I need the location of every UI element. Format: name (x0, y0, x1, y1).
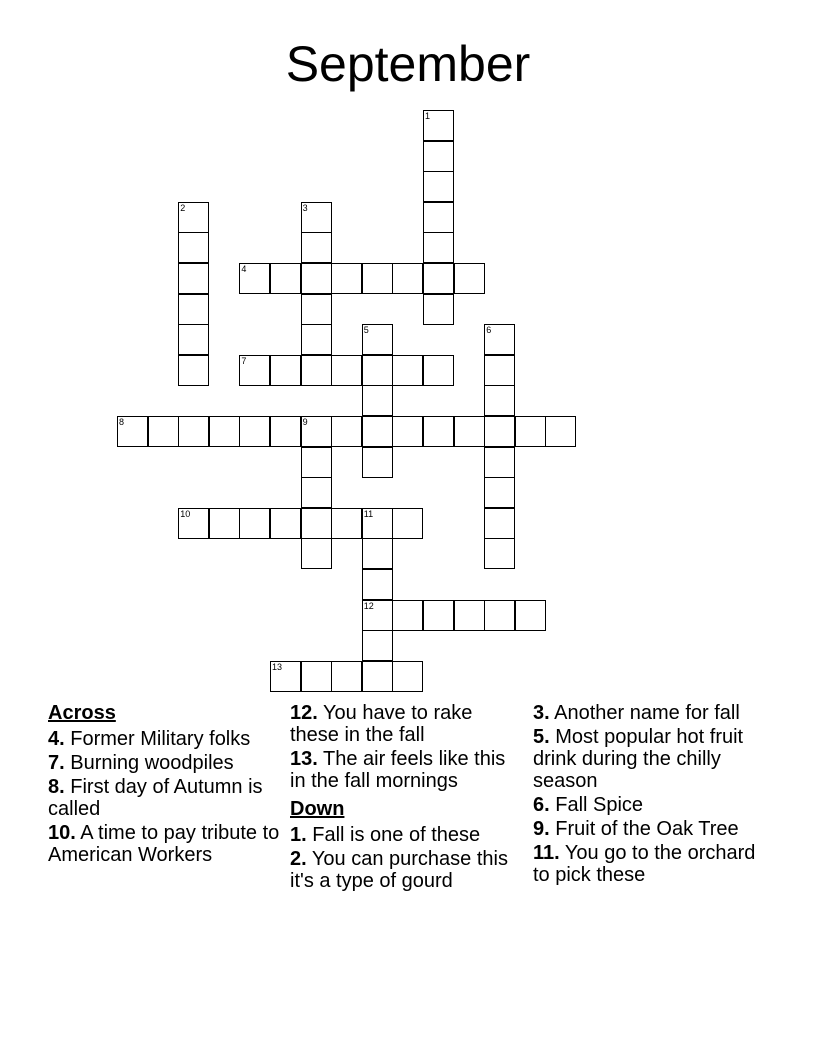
grid-cell[interactable] (484, 416, 515, 447)
grid-cell[interactable] (423, 263, 454, 294)
grid-cell[interactable] (362, 661, 393, 692)
grid-cell[interactable] (239, 263, 270, 294)
clue-item-number: 10. (48, 822, 76, 844)
grid-cell[interactable] (362, 447, 393, 478)
clue-item-text: Fall is one of these (306, 824, 481, 846)
grid-cell[interactable] (301, 538, 332, 569)
grid-cell[interactable] (484, 355, 515, 386)
grid-cell[interactable] (423, 232, 454, 263)
grid-cell[interactable] (515, 600, 546, 631)
grid-cell[interactable] (331, 263, 362, 294)
clue-item-text: The air feels like this in the fall mornings (290, 748, 506, 792)
grid-cell[interactable] (392, 263, 423, 294)
grid-cell[interactable] (301, 477, 332, 508)
grid-cell[interactable] (423, 171, 454, 202)
grid-cell[interactable] (454, 416, 485, 447)
clue-item (533, 818, 769, 840)
grid-cell[interactable] (423, 416, 454, 447)
clue-item-text: Another name for fall (549, 702, 740, 724)
grid-cell[interactable] (209, 416, 240, 447)
grid-cell[interactable] (362, 263, 393, 294)
grid-cell[interactable] (362, 508, 393, 539)
across-heading: Across (48, 702, 116, 724)
grid-cell[interactable] (301, 508, 332, 539)
clue-item-number: 7. (48, 752, 65, 774)
clue-number: 9 (302, 417, 308, 427)
clue-item-text: You can purchase this it's a type of gourd (290, 848, 508, 892)
clue-item (48, 728, 284, 750)
grid-cell[interactable] (423, 600, 454, 631)
clue-item-number: 13. (290, 748, 318, 770)
clue-item (48, 776, 284, 820)
grid-cell[interactable] (178, 324, 209, 355)
clue-item (290, 848, 526, 892)
grid-cell[interactable] (331, 508, 362, 539)
grid-cell[interactable] (331, 661, 362, 692)
clue-item-text: A time to pay tribute to American Workers (48, 822, 280, 866)
grid-cell[interactable] (362, 416, 393, 447)
clue-number: 11 (363, 508, 374, 519)
grid-cell[interactable] (454, 600, 485, 631)
grid-cell[interactable] (484, 385, 515, 416)
clue-number: 10 (180, 508, 191, 519)
across-clue-list-continued (290, 702, 526, 792)
clue-item-number: 8. (48, 776, 65, 798)
clue-item-number: 6. (533, 794, 550, 816)
clue-item-text: Fall Spice (549, 794, 644, 816)
grid-cell[interactable] (454, 263, 485, 294)
grid-cell[interactable] (362, 538, 393, 569)
grid-cell[interactable] (239, 416, 270, 447)
clue-item-text: First day of Autumn is called (48, 776, 263, 820)
grid-cell[interactable] (301, 202, 332, 233)
grid-cell[interactable] (301, 447, 332, 478)
grid-cell[interactable] (392, 508, 423, 539)
clue-item-text: Burning woodpiles (64, 752, 234, 774)
grid-cell[interactable] (178, 294, 209, 325)
grid-cell[interactable] (423, 355, 454, 386)
grid-cell[interactable] (484, 538, 515, 569)
across-clue-list (48, 728, 284, 866)
grid-cell[interactable] (484, 600, 515, 631)
grid-cell[interactable] (270, 661, 301, 692)
clue-item-number: 2. (290, 848, 307, 870)
clue-item-number: 3. (533, 702, 550, 724)
grid-cell[interactable] (178, 202, 209, 233)
clue-item (290, 824, 526, 846)
clue-number: 12 (363, 600, 374, 611)
grid-cell[interactable] (484, 477, 515, 508)
grid-cell[interactable] (392, 355, 423, 386)
grid-cell[interactable] (423, 110, 454, 141)
clue-item-number: 9. (533, 818, 550, 840)
clue-item (48, 752, 284, 774)
grid-cell[interactable] (301, 294, 332, 325)
grid-cell[interactable] (362, 630, 393, 661)
grid-cell[interactable] (178, 232, 209, 263)
grid-cell[interactable] (484, 508, 515, 539)
grid-cell[interactable] (484, 324, 515, 355)
grid-cell[interactable] (362, 324, 393, 355)
grid-cell[interactable] (148, 416, 179, 447)
clue-item-number: 12. (290, 702, 318, 724)
grid-cell[interactable] (392, 416, 423, 447)
clue-item-text: Former Military folks (64, 728, 251, 750)
down-heading: Down (290, 798, 345, 820)
clue-item-number: 1. (290, 824, 307, 846)
clue-number: 4 (241, 264, 247, 274)
grid-cell[interactable] (270, 416, 301, 447)
clue-number: 7 (241, 355, 247, 366)
grid-cell[interactable] (515, 416, 546, 447)
clue-item (533, 842, 769, 886)
clue-column-1 (48, 702, 284, 868)
grid-cell[interactable] (178, 508, 209, 539)
clue-item-text: Most popular hot fruit drink during the chilly season (533, 726, 744, 792)
grid-cell[interactable] (270, 263, 301, 294)
clue-item (533, 726, 769, 792)
clue-item-number: 5. (533, 726, 550, 748)
grid-cell[interactable] (362, 600, 393, 631)
down-clue-list (290, 824, 526, 892)
grid-cell[interactable] (331, 355, 362, 386)
down-clue-list-continued (533, 702, 769, 886)
grid-cell[interactable] (178, 355, 209, 386)
grid-cell[interactable] (423, 294, 454, 325)
grid-cell[interactable] (117, 416, 148, 447)
grid-cell[interactable] (270, 355, 301, 386)
clue-number: 13 (272, 661, 283, 672)
grid-cell[interactable] (301, 355, 332, 386)
grid-cell[interactable] (178, 416, 209, 447)
grid-cell[interactable] (301, 232, 332, 263)
clue-item (533, 794, 769, 816)
clue-column-2 (290, 702, 526, 894)
grid-cell[interactable] (178, 263, 209, 294)
grid-cell[interactable] (362, 355, 393, 386)
grid-cell[interactable] (362, 385, 393, 416)
clue-item-text: You have to rake these in the fall (290, 702, 473, 746)
grid-cell[interactable] (392, 661, 423, 692)
grid-cell[interactable] (239, 508, 270, 539)
grid-cell[interactable] (423, 202, 454, 233)
grid-cell[interactable] (545, 416, 576, 447)
grid-cell[interactable] (239, 355, 270, 386)
grid-cell[interactable] (301, 263, 332, 294)
clue-column-3 (533, 702, 769, 888)
clue-item (48, 822, 284, 866)
grid-cell[interactable] (209, 508, 240, 539)
grid-cell[interactable] (331, 416, 362, 447)
grid-cell[interactable] (484, 447, 515, 478)
grid-cell[interactable] (423, 141, 454, 172)
clue-item-number: 4. (48, 728, 65, 750)
clue-number: 1 (425, 111, 431, 121)
clue-number: 6 (486, 325, 492, 336)
clue-item (290, 702, 526, 746)
clue-item-text: Fruit of the Oak Tree (549, 818, 739, 840)
grid-cell[interactable] (270, 508, 301, 539)
clue-item (533, 702, 769, 724)
clue-item-text: You go to the orchard to pick these (533, 842, 756, 886)
clue-item (290, 748, 526, 792)
grid-cell[interactable] (301, 416, 332, 447)
clue-number: 8 (119, 417, 125, 427)
clue-number: 3 (302, 202, 308, 213)
grid-cell[interactable] (301, 324, 332, 355)
grid-cell[interactable] (301, 661, 332, 692)
clue-number: 2 (180, 202, 186, 213)
grid-cell[interactable] (362, 569, 393, 600)
clue-number: 5 (363, 325, 369, 336)
grid-cell[interactable] (392, 600, 423, 631)
clue-item-number: 11. (533, 842, 560, 864)
puzzle-title: September (285, 36, 531, 92)
